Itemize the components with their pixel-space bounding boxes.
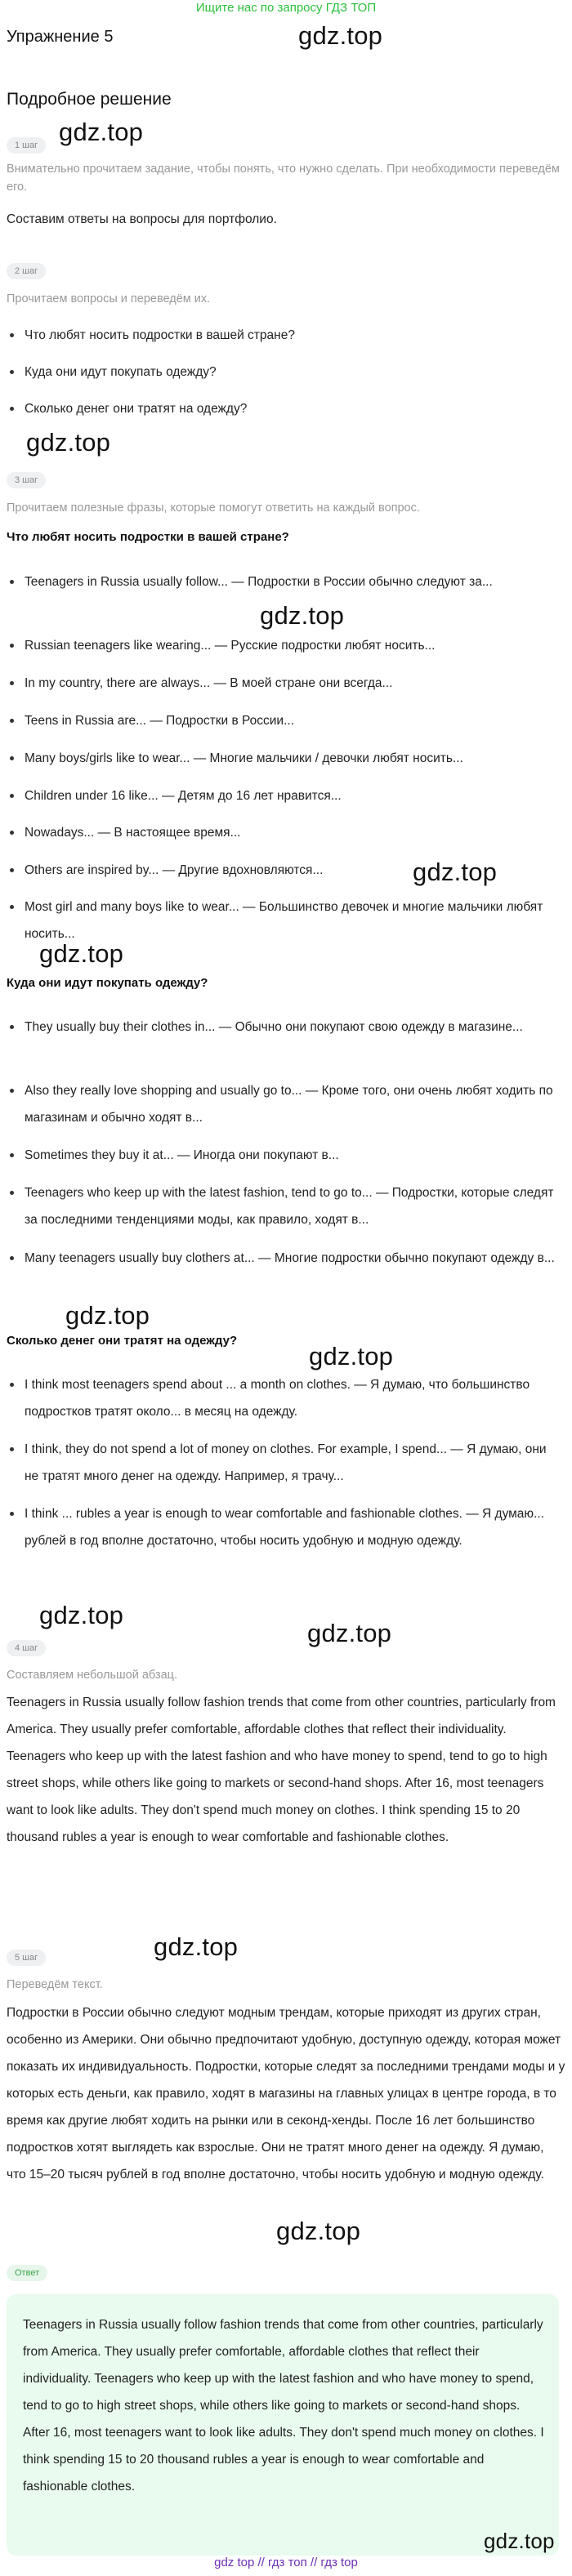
step-4-badge: 4 шаг [7, 1640, 46, 1656]
search-banner[interactable]: Ищите нас по запросу ГДЗ ТОП [195, 1, 377, 15]
step-3-badge: 3 шаг [7, 472, 46, 488]
footer-links[interactable]: gdz top // гдз топ // гдз top [214, 2556, 358, 2569]
answer-badge: Ответ [7, 2265, 47, 2281]
watermark: gdz.top [39, 1601, 124, 1629]
step-1-text: Составим ответы на вопросы для портфолио. [7, 212, 277, 226]
watermark: gdz.top [260, 601, 345, 630]
step-4-hint: Составляем небольшой абзац. [7, 1669, 177, 1682]
step-3-hint: Прочитаем полезные фразы, которые помогут ответить на каждый вопрос. [7, 501, 420, 515]
phrase-item: Teens in Russia are... — Подростки в России... [25, 707, 556, 734]
question-item: Куда они идут покупать одежду? [25, 359, 556, 386]
phrase-item: In my country, there are always... — В моей стране они всегда... [25, 670, 556, 697]
phrase-item: Children under 16 like... — Детям до 16 лет нравится... [25, 782, 556, 809]
question-heading: Куда они идут покупать одежду? [7, 976, 208, 990]
step-5-badge: 5 шаг [7, 1950, 46, 1966]
watermark: gdz.top [59, 118, 144, 146]
watermark: gdz.top [276, 2217, 361, 2245]
phrase-item: They usually buy their clothes in... — Обычно они покупают свою одежду в магазине... [25, 1014, 556, 1041]
step-2-hint: Прочитаем вопросы и переведём их. [7, 292, 211, 305]
phrase-item: Russian teenagers like wearing... — Русские подростки любят носить... [25, 632, 556, 659]
phrase-item: I think ... rubles a year is enough to wear comfortable and fashionable clothes. — Я думаю... рублей в год вполне достаточно, чтобы носить удобную и модную одежду. [25, 1500, 556, 1554]
solution-title: Подробное решение [7, 90, 172, 109]
watermark: gdz.top [65, 1301, 150, 1330]
watermark: gdz.top [154, 1932, 239, 1961]
watermark: gdz.top [309, 1342, 394, 1370]
watermark: gdz.top [26, 428, 111, 457]
phrase-item: I think most teenagers spend about ... a month on clothes. — Я думаю, что большинство подростков тратят около... в месяц на одежду. [25, 1371, 556, 1425]
step-1-badge: 1 шаг [7, 137, 46, 154]
phrase-item: Others are inspired by... — Другие вдохновляются... [25, 857, 556, 884]
question-heading: Сколько денег они тратят на одежду? [7, 1334, 238, 1348]
step-1-hint: Внимательно прочитаем задание, чтобы понять, что нужно сделать. При необходимости переведём его. [7, 163, 560, 194]
watermark: gdz.top [298, 21, 383, 50]
phrase-item: Nowadays... — В настоящее время... [25, 819, 556, 846]
step-2-badge: 2 шаг [7, 263, 46, 279]
step-4-paragraph: Teenagers in Russia usually follow fashion trends that come from other countries, particularly from America. They usually prefer comfortable, affordable clothes that reflect their individuality. Teenagers who keep up with the latest fashion and who have money to spend, tend to go to high street shops, while others like going to markets or second-hand shops. After 16, most teenagers want to look like adults. They don't spend much money on clothes. I think spending 15 to 20 thousand rubles a year is enough to wear comfortable and fashionable clothes. [7, 1696, 556, 1844]
watermark: gdz.top [39, 939, 124, 968]
step-5-paragraph: Подростки в России обычно следуют модным трендам, которые приходят из других стран, особенно из Америки. Они обычно предпочитают удобную, доступную одежду, которая может показать их индивидуальность. Подростки, которые следят за последними трендами моды и у которых есть деньги, как правило, ходят в магазины на главных улицах в центре города, в то время как другие любят ходить на рынки или в секонд-хенды. После 16 лет большинство подростков хотят выглядеть как взрослые. Они не тратят много денег на одежду. Я думаю, что 15–20 тысяч рублей в год вполне достаточно, чтобы носить удобную и модную одежду. [7, 2006, 565, 2182]
question-item: Что любят носить подростки в вашей стране? [25, 322, 556, 349]
watermark: gdz.top [307, 1619, 392, 1647]
phrase-item: Most girl and many boys like to wear... — Большинство девочек и многие мальчики любят носить... [25, 894, 556, 947]
step-5-hint: Переведём текст. [7, 1978, 103, 1991]
question-heading: Что любят носить подростки в вашей стране? [7, 530, 289, 544]
exercise-title: Упражнение 5 [7, 28, 114, 46]
phrase-item: I think, they do not spend a lot of money on clothes. For example, I spend... — Я думаю, они не тратят много денег на одежду. Например, я трачу... [25, 1436, 556, 1490]
question-item: Сколько денег они тратят на одежду? [25, 395, 556, 422]
answer-text: Teenagers in Russia usually follow fashion trends that come from other countries, particularly from America. They usually prefer comfortable, affordable clothes that reflect their individuality. Teenagers who keep up with the latest fashion and who have money to spend, tend to go to high street shops, while others like going to markets or second-hand shops. After 16, most teenagers want to look like adults. They don't spend much money on clothes. I think spending 15 to 20 thousand rubles a year is enough to wear comfortable and fashionable clothes. [23, 2318, 544, 2494]
phrase-item: Sometimes they buy it at... — Иногда они покупают в... [25, 1142, 556, 1169]
phrase-item: Many boys/girls like to wear... — Многие мальчики / девочки любят носить... [25, 745, 556, 772]
phrase-item: Teenagers in Russia usually follow... — Подростки в России обычно следуют за... [25, 568, 556, 595]
phrase-item: Teenagers who keep up with the latest fashion, tend to go to... — Подростки, которые следят за последними тенденциями моды, как правило, ходят в... [25, 1179, 556, 1233]
watermark: gdz.top [413, 858, 498, 886]
watermark: gdz.top [484, 2529, 555, 2553]
phrase-item: Many teenagers usually buy clothers at... — Многие подростки обычно покупают одежду в... [25, 1245, 556, 1272]
phrase-item: Also they really love shopping and usually go to... — Кроме того, они очень любят ходить по магазинам и обычно ходят в... [25, 1077, 556, 1131]
